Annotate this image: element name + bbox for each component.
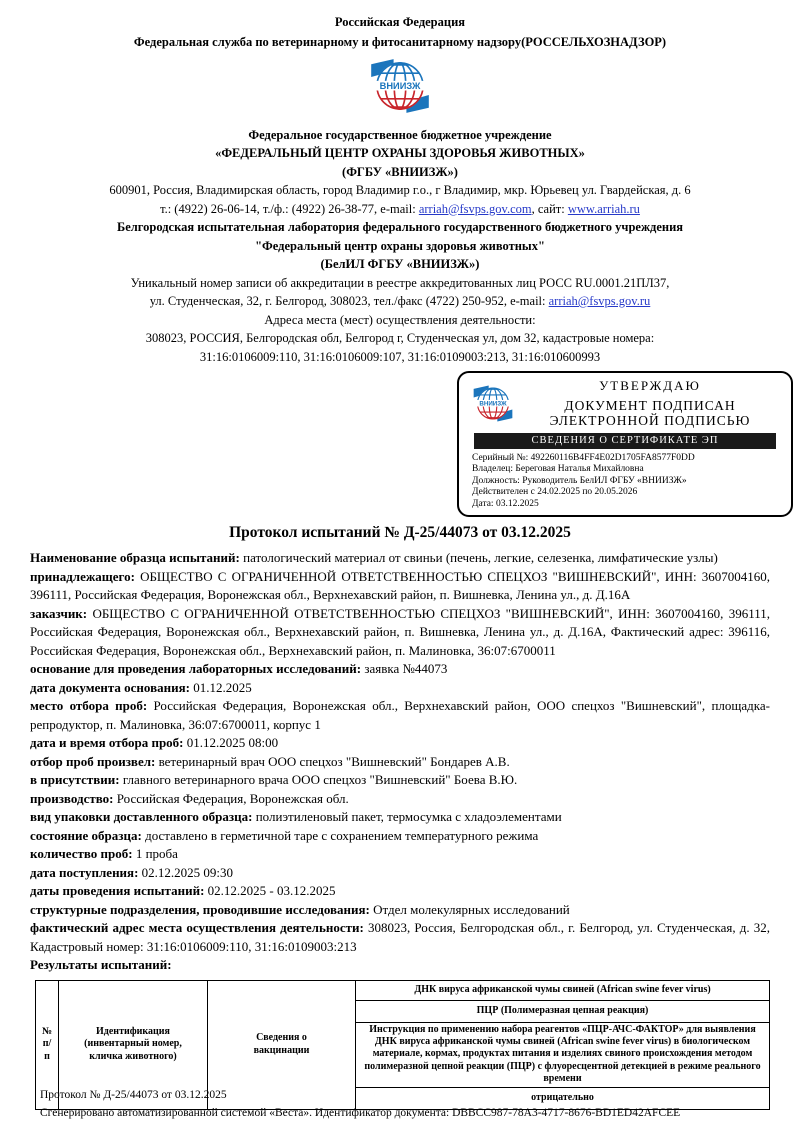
footer-generated-line: Сгенерировано автоматизированной системой «Веста». Идентификатор документа: DBBCC987-78A3-4717-8676-BD1ED42AFCEE: [40, 1107, 681, 1119]
vniizh-logo-icon: [362, 54, 438, 118]
field-value: 02.12.2025 09:30: [141, 864, 234, 880]
lab-abbr-line: (БелИЛ ФГБУ «ВНИИЗЖ»): [320, 257, 480, 271]
field-value: 02.12.2025 - 03.12.2025: [207, 883, 336, 899]
field-value: Российская Федерация, Воронежская обл., Верхнехавский район, ООО спецхоз "Вишневский", площадка-репродуктор, п. Малиновка, 36:07:6700011, корпус 1: [30, 698, 771, 732]
field-label: место отбора проб:: [30, 698, 148, 714]
signed-label-1: ДОКУМЕНТ ПОДПИСАН: [564, 398, 736, 413]
field-label: в присутствии:: [30, 772, 120, 788]
cert-info-bar: СВЕДЕНИЯ О СЕРТИФИКАТЕ ЭП: [474, 433, 776, 449]
cert-position: Должность: Руководитель БелИЛ ФГБУ «ВНИИЗЖ»: [472, 475, 687, 486]
page-footer: [40, 1086, 680, 1122]
field-label: даты проведения испытаний:: [30, 883, 205, 899]
contacts-mid: , сайт:: [531, 201, 568, 216]
field-value: полиэтиленовый пакет, термосумка с хладоэлементами: [255, 809, 562, 825]
cert-serial: Серийный №: 492260116B4FF4E02D1705FA8577F0DD: [472, 453, 695, 463]
field-testing-dates: [30, 882, 770, 901]
signature-stamp: [457, 371, 793, 517]
protocol-body: [30, 549, 770, 1110]
service-title: Федеральная служба по ветеринарному и фитосанитарному надзору(РОССЕЛЬХОЗНАДЗОР): [133, 34, 667, 49]
activity-address-line: 308023, РОССИЯ, Белгородская обл, Белгород г, Студенческая ул, дом 32, кадастровые номера:: [145, 331, 655, 345]
field-value: ОБЩЕСТВО С ОГРАНИЧЕННОЙ ОТВЕТСТВЕННОСТЬЮ СПЕЦХОЗ "ВИШНЕВСКИЙ", ИНН: 3607004160, 396111, Российская Федерация, Воронежская обл., Верхнехавский район, п. Вишневка, Ленина ул., д. Д.16А: [30, 568, 770, 603]
cert-owner: Владелец: Береговая Наталья Михайловна: [472, 464, 644, 475]
cert-date: Дата: 03.12.2025: [472, 498, 539, 509]
results-heading: Результаты испытаний:: [30, 957, 172, 973]
cert-validity: Действителен с 24.02.2025 по 20.05.2026: [472, 487, 638, 498]
lab-name-line-2: "Федеральный центр охраны здоровья животных": [255, 238, 545, 253]
document-header: [0, 0, 800, 366]
contacts-prefix: т.: (4922) 26-06-14, т./ф.: (4922) 26-38-77, e-mail:: [160, 201, 419, 216]
field-sampling-datetime: [30, 734, 770, 753]
result-value: отрицательно: [356, 1087, 770, 1109]
activity-addresses-heading: Адреса места (мест) осуществления деятельности:: [264, 312, 536, 327]
field-production: [30, 790, 770, 809]
org-type-line: Федеральное государственное бюджетное учреждение: [248, 127, 552, 142]
field-label: Наименование образца испытаний:: [30, 550, 240, 566]
field-label: отбор проб произвел:: [30, 753, 156, 769]
field-value: 01.12.2025: [193, 679, 252, 695]
field-receipt-date: [30, 864, 770, 883]
field-value: доставлено в герметичной таре с сохранением температурного режима: [145, 827, 539, 843]
lab-name-line-1: Белгородская испытательная лаборатория федерального государственного бюджетного учреждения: [116, 220, 684, 234]
country-title: Российская Федерация: [334, 15, 466, 29]
result-test-name: ДНК вируса африканской чумы свиней (African swine fever virus): [356, 980, 770, 1000]
col-header-number: № п/п: [36, 980, 59, 1109]
org-contacts-line: [0, 200, 800, 219]
org-address-line: 600901, Россия, Владимирская область, город Владимир г.о., г Владимир, мкр. Юрьевец ул. Гвардейская, д. 6: [109, 183, 691, 197]
field-activity-address: [30, 919, 770, 956]
field-value: Российская Федерация, Воронежская обл.: [116, 790, 349, 806]
field-label: фактический адрес места осуществления деятельности:: [30, 920, 364, 936]
field-value: Отдел молекулярных исследований: [373, 901, 570, 917]
field-customer: [30, 605, 770, 661]
result-method: ПЦР (Полимеразная цепная реакция): [356, 1000, 770, 1022]
field-sample-condition: [30, 827, 770, 846]
org-name-line: «ФЕДЕРАЛЬНЫЙ ЦЕНТР ОХРАНЫ ЗДОРОВЬЯ ЖИВОТНЫХ»: [215, 146, 585, 160]
field-sampled-by: [30, 753, 770, 772]
field-value: 308023, Россия, Белгородская обл., г. Белгород, ул. Студенческая, д. 32, Кадастровый номер: 31:16:0106009:110, 31:16:0109003:213: [30, 920, 771, 954]
field-label: производство:: [30, 790, 114, 806]
field-packaging-type: [30, 808, 770, 827]
signed-label-2: ЭЛЕКТРОННОЙ ПОДПИСЬЮ: [549, 413, 751, 428]
document-title: Протокол испытаний № Д-25/44073 от 03.12.2025: [229, 524, 571, 542]
approve-label: УТВЕРЖДАЮ: [599, 378, 701, 393]
field-value: 01.12.2025 08:00: [186, 735, 279, 751]
org-abbr-line: (ФГБУ «ВНИИЗЖ»): [342, 164, 458, 179]
field-label: вид упаковки доставленного образца:: [30, 809, 253, 825]
field-value: заявка №44073: [364, 661, 448, 677]
cadastral-numbers-line: 31:16:0106009:110, 31:16:0106009:107, 31:16:0109003:213, 31:16:010600993: [199, 349, 601, 364]
col-header-vaccination: Сведения о вакцинации: [208, 980, 356, 1109]
field-label: количество проб:: [30, 846, 133, 862]
field-samples-count: [30, 845, 770, 864]
result-instruction: Инструкция по применению набора реагентов «ПЦР-АЧС-ФАКТОР» для выявления ДНК вируса африканской чумы свиней (African swine fever virus) в биологическом материале, кормах, продуктах питания и изделиях свиного происхождения методом полимеразной цепной реакции (ПЦР) с флуоресцентной детекцией в режиме реального времени: [356, 1022, 770, 1087]
field-departments: [30, 901, 770, 920]
lab-addr-prefix: ул. Студенческая, 32, г. Белгород, 308023, тел./факс (4722) 250-952, e-mail:: [149, 294, 549, 308]
field-basis-date: [30, 679, 770, 698]
org-email-link[interactable]: arriah@fsvps.gov.com: [418, 201, 532, 216]
table-row: [36, 980, 770, 1000]
field-label: структурные подразделения, проводившие исследования:: [30, 901, 370, 917]
field-label: дата документа основания:: [30, 679, 190, 695]
field-test-basis: [30, 660, 770, 679]
field-label: заказчик:: [30, 605, 88, 621]
col-header-identification: Идентификация (инвентарный номер, кличка животного): [59, 980, 208, 1109]
footer-protocol-number: Протокол № Д-25/44073 от 03.12.2025: [40, 1089, 227, 1101]
field-owner: [30, 568, 770, 605]
field-label: принадлежащего:: [30, 568, 135, 584]
field-label: основание для проведения лабораторных исследований:: [30, 661, 362, 677]
vniizh-logo-icon: [469, 382, 517, 425]
org-site-link[interactable]: www.arriah.ru: [567, 201, 640, 216]
field-value: патологический материал от свиньи (печень, легкие, селезенка, лимфатические узлы): [243, 550, 718, 566]
field-label: дата и время отбора проб:: [30, 735, 184, 751]
field-value: ветеринарный врач ООО спецхоз "Вишневский" Бондарев А.В.: [158, 753, 510, 769]
accreditation-line: Уникальный номер записи об аккредитации в реестре аккредитованных лиц РОСС RU.0001.21ПЛ37,: [130, 275, 670, 290]
lab-address-line: [0, 292, 800, 311]
field-value: 1 проба: [135, 846, 178, 862]
field-value: главного ветеринарного врача ООО спецхоз "Вишневский" Боева В.Ю.: [122, 772, 518, 788]
field-sampling-place: [30, 697, 770, 734]
field-label: дата поступления:: [30, 864, 139, 880]
field-value: ОБЩЕСТВО С ОГРАНИЧЕННОЙ ОТВЕТСТВЕННОСТЬЮ СПЕЦХОЗ "ВИШНЕВСКИЙ", ИНН: 3607004160, 396111, Российская Федерация, Воронежская обл., Верхнехавский район, п. Вишневка, Ленина ул., д. Д.16А, Фактический адрес: 396116, Российская Федерация, Воронежская обл., Верхнехавский район, п. Малиновка, 36:07:6700011: [30, 605, 771, 658]
field-in-presence: [30, 771, 770, 790]
lab-email-link[interactable]: arriah@fsvps.gov.ru: [548, 294, 651, 308]
field-sample-name: [30, 549, 770, 568]
field-label: состояние образца:: [30, 827, 142, 843]
